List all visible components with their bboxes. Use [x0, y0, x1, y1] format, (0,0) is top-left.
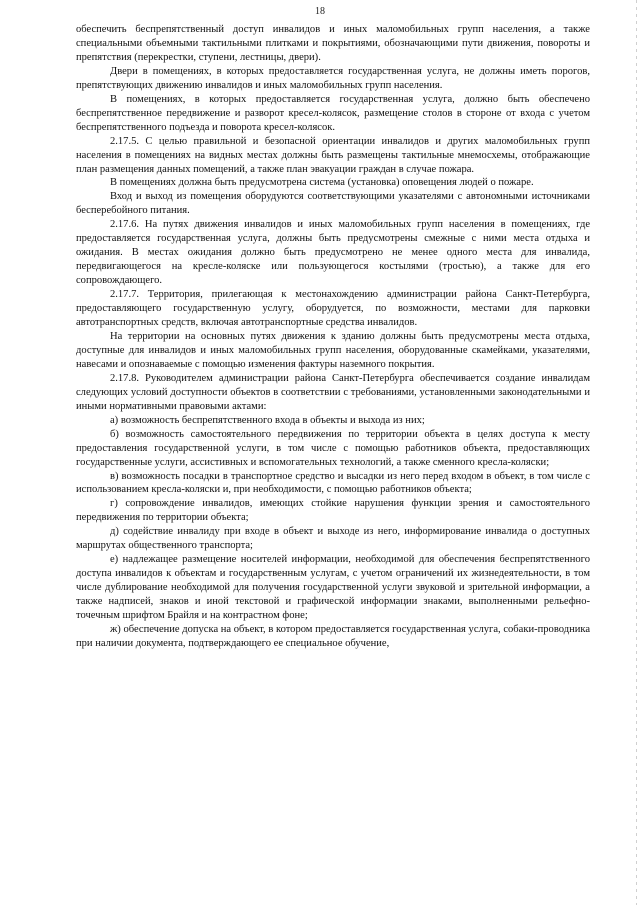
- paragraph-entrance-signs: Вход и выход из помещения оборудуются соответствующими указателями с автономными источниками бесперебойного питания.: [76, 191, 590, 217]
- paragraph-rest-places: На территории на основных путях движения к зданию должны быть предусмотрены места отдыха, доступные для инвалидов и иных маломобильных групп населения, оборудованные скамейками, указателями, навесами и опознаваемые с помощью изменения фактуры наземного покрытия.: [76, 330, 590, 370]
- paragraph-fire-alarm: В помещениях должна быть предусмотрена система (установка) оповещения людей о пожаре.: [110, 177, 534, 189]
- list-item-e: е) надлежащее размещение носителей информации, необходимой для обеспечения беспрепятственного доступа инвалидов к объектам и государственным услугам, с учетом ограничений их жизнедеятельности, в том числе дублирование необходимой для получения государственной услуги звуковой и зрительной информации, а также надписей, знаков и иной текстовой и графической информации знаками, выполненными рельефно-точечным шрифтом Брайля и на контрастном фоне;: [76, 554, 590, 622]
- paragraph-2-17-8: 2.17.8. Руководителем администрации района Санкт-Петербурга обеспечивается создание инвалидам следующих условий доступности объектов в соответствии с требованиями, установленными законодательными и иными нормативными правовыми актами:: [76, 372, 590, 412]
- list-item-zh: ж) обеспечение допуска на объект, в котором предоставляется государственная услуга, собаки-проводника при наличии документа, подтверждающего ее специальное обучение,: [76, 623, 590, 649]
- list-item-v: в) возможность посадки в транспортное средство и высадки из него перед входом в объект, в том числе с использованием кресла-коляски и, при необходимости, с помощью работников объекта;: [76, 470, 590, 496]
- scan-edge-line: [636, 0, 637, 905]
- list-item-b: б) возможность самостоятельного передвижения по территории объекта в целях доступа к месту предоставления государственной услуги, в том числе с помощью работников объекта, предоставляющих государственные услуги, ассистивных и вспомогательных технологий, а также сменного кресла-коляски;: [76, 428, 590, 468]
- paragraph-2-17-6: 2.17.6. На путях движения инвалидов и иных маломобильных групп населения в помещениях, где предоставляется государственная услуга, должны быть предусмотрены смежные с ними места отдыха и ожидания. В местах ожидания должно быть предусмотрено не менее одного места для инвалида, передвигающегося на кресле-коляске или пользующегося костылями (тростью), а также для его сопровождающего.: [76, 219, 590, 287]
- list-item-a: а) возможность беспрепятственного входа в объекты и выхода из них;: [110, 414, 425, 426]
- page-number: 18: [315, 6, 325, 17]
- list-item-g: г) сопровождение инвалидов, имеющих стойкие нарушения функции зрения и самостоятельного передвижения по территории объекта;: [76, 498, 590, 524]
- paragraph-2-17-5: 2.17.5. С целью правильной и безопасной ориентации инвалидов и других маломобильных групп населения в помещениях на видных местах должны быть размещены тактильные мнемосхемы, отображающие план размещения данных помещений, а также план эвакуации граждан в случае пожара.: [76, 135, 590, 175]
- document-body: [76, 23, 590, 651]
- paragraph-2-17-7: 2.17.7. Территория, прилегающая к местонахождению администрации района Санкт-Петербурга, предоставляющего государственную услугу, оборудуется, по возможности, местами для парковки автотранспортных средств, включая автотранспортные средства инвалидов.: [76, 289, 590, 329]
- list-item-d: д) содействие инвалиду при входе в объект и выходе из него, информирование инвалида о доступных маршрутах общественного транспорта;: [76, 526, 590, 552]
- paragraph-continuation: обеспечить беспрепятственный доступ инвалидов и иных маломобильных групп населения, а также специальными объемными тактильными плитками и покрытиями, обозначающими пути движения, повороты и препятствия (перекрестки, ступени, лестницы, двери).: [76, 24, 590, 63]
- paragraph-wheelchair-movement: В помещениях, в которых предоставляется государственная услуга, должно быть обеспечено беспрепятственное передвижение и разворот кресел-колясок, размещение столов в стороне от входа с учетом беспрепятственного подъезда и поворота кресел-колясок.: [76, 93, 590, 133]
- paragraph-doors: Двери в помещениях, в которых предоставляется государственная услуга, не должны иметь порогов, препятствующих движению инвалидов и иных маломобильных групп населения.: [76, 65, 590, 91]
